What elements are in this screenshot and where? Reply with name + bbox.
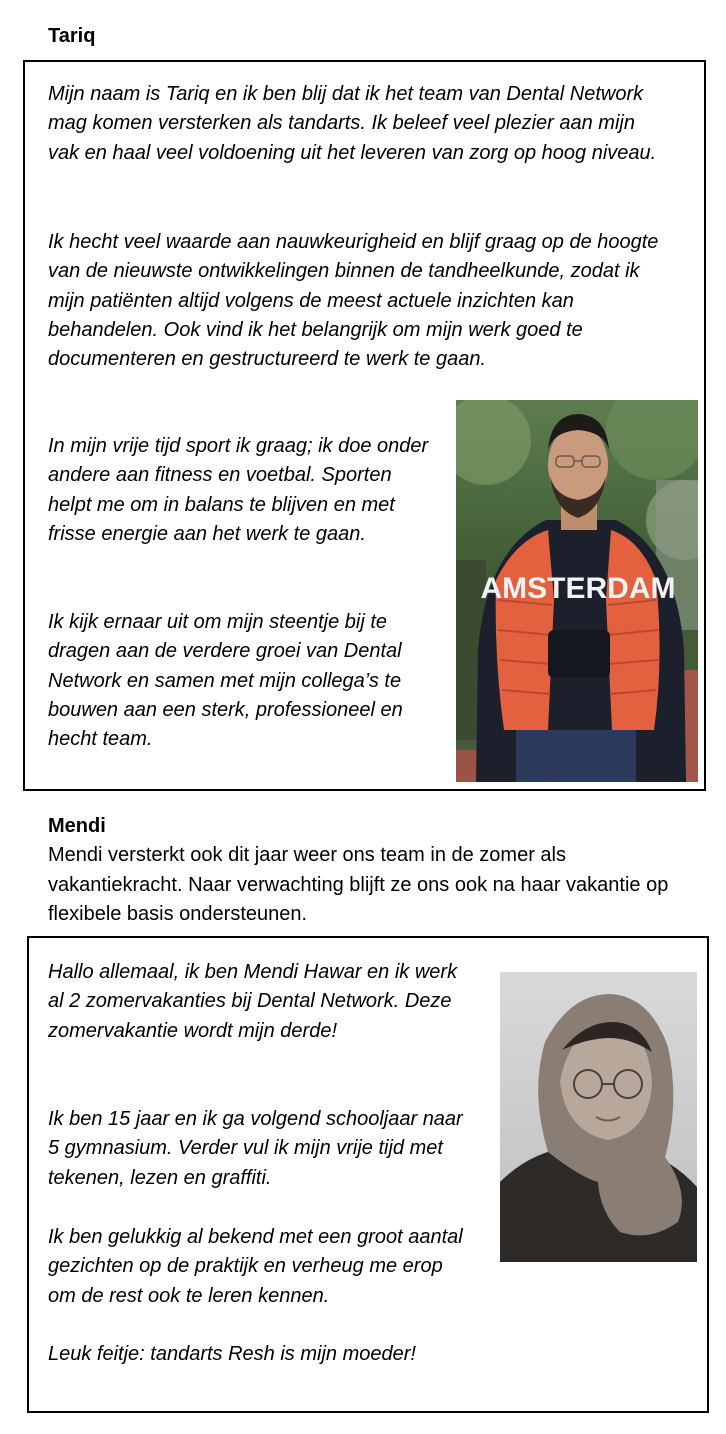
mendi-paragraph-4: Leuk feitje: tandarts Resh is mijn moeder! (48, 1343, 416, 1365)
tariq-paragraph-4: Ik kijk ernaar uit om mijn steentje bij te dragen aan de verdere groei van Dental Network en samen met mijn collega’s te bouwen aan een sterk, professioneel en hecht team. (48, 611, 403, 751)
tariq-photo (456, 400, 698, 782)
mendi-paragraph-1: Hallo allemaal, ik ben Mendi Hawar en ik werk al 2 zomervakanties bij Dental Network. Deze zomervakantie wordt mijn derde! (48, 961, 458, 1042)
mendi-paragraph-2: Ik ben 15 jaar en ik ga volgend schooljaar naar 5 gymnasium. Verder vul ik mijn vrije tijd met tekenen, lezen en graffiti. (48, 1108, 463, 1189)
mendi-paragraph-3: Ik ben gelukkig al bekend met een groot aantal gezichten op de praktijk en verheug me erop om de rest ook te leren kennen. (48, 1226, 463, 1307)
tariq-heading: Tariq (48, 25, 96, 47)
tariq-paragraph-2: Ik hecht veel waarde aan nauwkeurigheid en blijf graag op de hoogte van de nieuwste ontwikkelingen binnen de tandheelkunde, zodat ik mijn patiënten altijd volgens de meest actuele inzichten kan behandelen. Ook vind ik het belangrijk om mijn werk goed te documenteren en gestructureerd te werk te gaan. (48, 231, 659, 371)
mendi-photo (500, 972, 697, 1262)
mendi-heading: Mendi (48, 815, 106, 837)
tariq-photo-shirt-text: AMSTERDAM (480, 572, 676, 605)
tariq-paragraph-1: Mijn naam is Tariq en ik ben blij dat ik het team van Dental Network mag komen versterken als tandarts. Ik beleef veel plezier aan mijn vak en haal veel voldoening uit het leveren van zorg op hoog niveau. (48, 83, 657, 164)
tariq-paragraph-3: In mijn vrije tijd sport ik graag; ik doe onder andere aan fitness en voetbal. Sporten helpt me om in balans te blijven en met frisse energie aan het werk te gaan. (48, 435, 429, 545)
mendi-intro: Mendi versterkt ook dit jaar weer ons team in de zomer als vakantiekracht. Naar verwachting blijft ze ons ook na haar vakantie op flexibele basis ondersteunen. (48, 844, 669, 925)
